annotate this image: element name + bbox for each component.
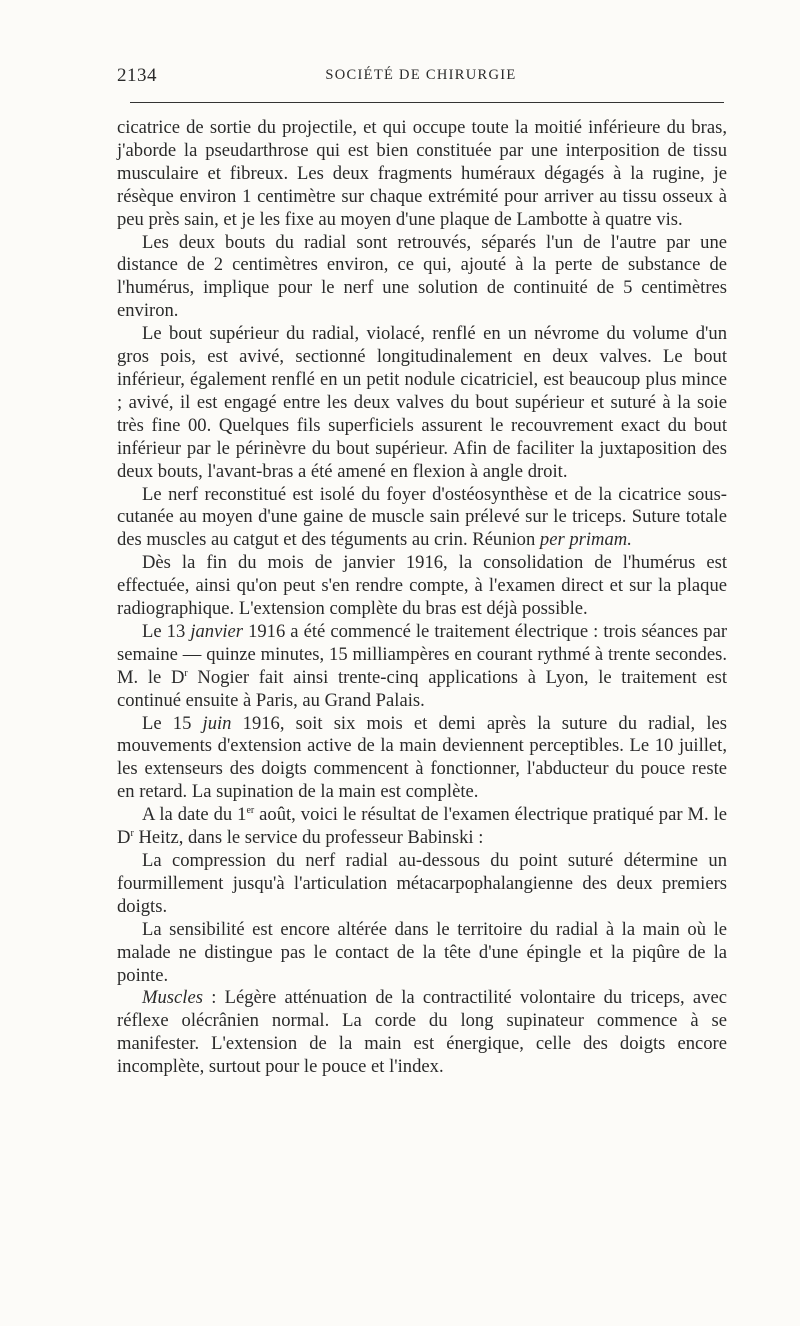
paragraph-11-text: : Légère atténuation de la contractilité volontaire du triceps, avec réflexe olécrânien normal. La corde du long supinateur commence à se manifester. L'extension de la main est énergique, celle des doigts encore incomplète, surtout pour le pouce et l'index. — [117, 987, 727, 1078]
paragraph-4-text: Le nerf reconstitué est isolé du foyer d'ostéosynthèse et de la cicatrice sous-cutanée au moyen d'une gaine de muscle sain prélevé sur le triceps. Suture totale des muscles au catgut et des téguments au crin. Réunion — [117, 483, 727, 551]
paragraph-7-italic: juin — [202, 712, 232, 734]
paragraph-7-start: Le 15 — [142, 712, 192, 734]
paragraph-7-end: 1916, soit six mois et demi après la suture du radial, les mouvements d'extension active de la main deviennent perceptibles. Le 10 juillet, les extenseurs des doigts commencent à fonctionner, l'abducteur du pouce reste en retard. La supination de la main est complète. — [117, 712, 727, 803]
paragraph-6 — [117, 621, 727, 713]
paragraph-6-middle: 1916 a été commencé le traitement électrique : trois séances par semaine — quinze minutes, 15 milliampères en courant rythmé à trente secondes. M. le D — [117, 620, 728, 688]
paragraph-3: Le bout supérieur du radial, violacé, renflé en un névrome du volume d'un gros pois, est avivé, sectionné longitudinalement en deux valves. Le bout inférieur, également renflé en un petit nodule cicatriciel, est beaucoup plus mince ; avivé, il est engagé entre les deux valves du bout supérieur et suturé à la soie très fine 00. Quelques fils superficiels assurent le recouvrement exact du bout inférieur par le périnèvre du bout supérieur. Afin de faciliter la juxtaposition des deux bouts, l'avant-bras a été amené en flexion à angle droit. — [117, 323, 727, 482]
paragraph-2: Les deux bouts du radial sont retrouvés, séparés l'un de l'autre par une distance de 2 centimètres environ, ce qui, ajouté à la perte de substance de l'humérus, implique pour le nerf une solution de continuité de 5 centimètres environ. — [117, 231, 727, 322]
paragraph-7 — [117, 713, 727, 805]
page-number: 2134 — [117, 65, 157, 86]
body-text — [117, 117, 727, 1079]
paragraph-10: La sensibilité est encore altérée dans le territoire du radial à la main où le malade ne distingue pas le contact de la tête d'une épingle et la piqûre de la pointe. — [117, 918, 727, 986]
page-header — [117, 63, 725, 91]
paragraph-11-italic: Muscles — [142, 987, 203, 1009]
paragraph-8-superscript-2: r — [130, 828, 134, 840]
running-title: SOCIÉTÉ DE CHIRURGIE — [325, 67, 517, 83]
paragraph-6-start: Le 13 — [142, 620, 186, 642]
paragraph-4-italic: per primam. — [539, 529, 632, 551]
paragraph-8-end: Heitz, dans le service du professeur Babinski : — [138, 827, 484, 849]
paragraph-1: cicatrice de sortie du projectile, et qui occupe toute la moitié inférieure du bras, j'aborde la pseudarthrose qui est bien constituée par une interposition de tissu musculaire et fibreux. Les deux fragments huméraux dégagés à la rugine, je résèque environ 1 centimètre sur chaque extrémité pour arriver au tissu osseux à peu près sain, et je les fixe au moyen d'une plaque de Lambotte à quatre vis. — [117, 117, 727, 230]
paragraph-6-superscript: r — [184, 667, 188, 679]
paragraph-6-end: Nogier fait ainsi trente-cinq applications à Lyon, le traitement est continué ensuite à Paris, au Grand Palais. — [117, 666, 728, 711]
paragraph-9: La compression du nerf radial au-dessous du point suturé détermine un fourmillement jusqu'à l'articulation métacarpophalangienne des deux premiers doigts. — [117, 850, 727, 917]
paragraph-4 — [117, 484, 727, 553]
paragraph-8 — [117, 804, 727, 850]
paragraph-8-start: A la date du 1 — [142, 804, 247, 826]
header-rule — [130, 102, 724, 103]
paragraph-8-middle: août, voici le résultat de l'examen électrique pratiqué par M. le D — [117, 804, 727, 849]
paragraph-11 — [117, 987, 727, 1079]
paragraph-6-italic: janvier — [190, 620, 243, 642]
paragraph-5: Dès la fin du mois de janvier 1916, la consolidation de l'humérus est effectuée, ainsi qu'on peut s'en rendre compte, à l'examen direct et sur la plaque radiographique. L'extension complète du bras est déjà possible. — [117, 552, 727, 620]
paragraph-8-superscript-1: er — [246, 805, 255, 817]
